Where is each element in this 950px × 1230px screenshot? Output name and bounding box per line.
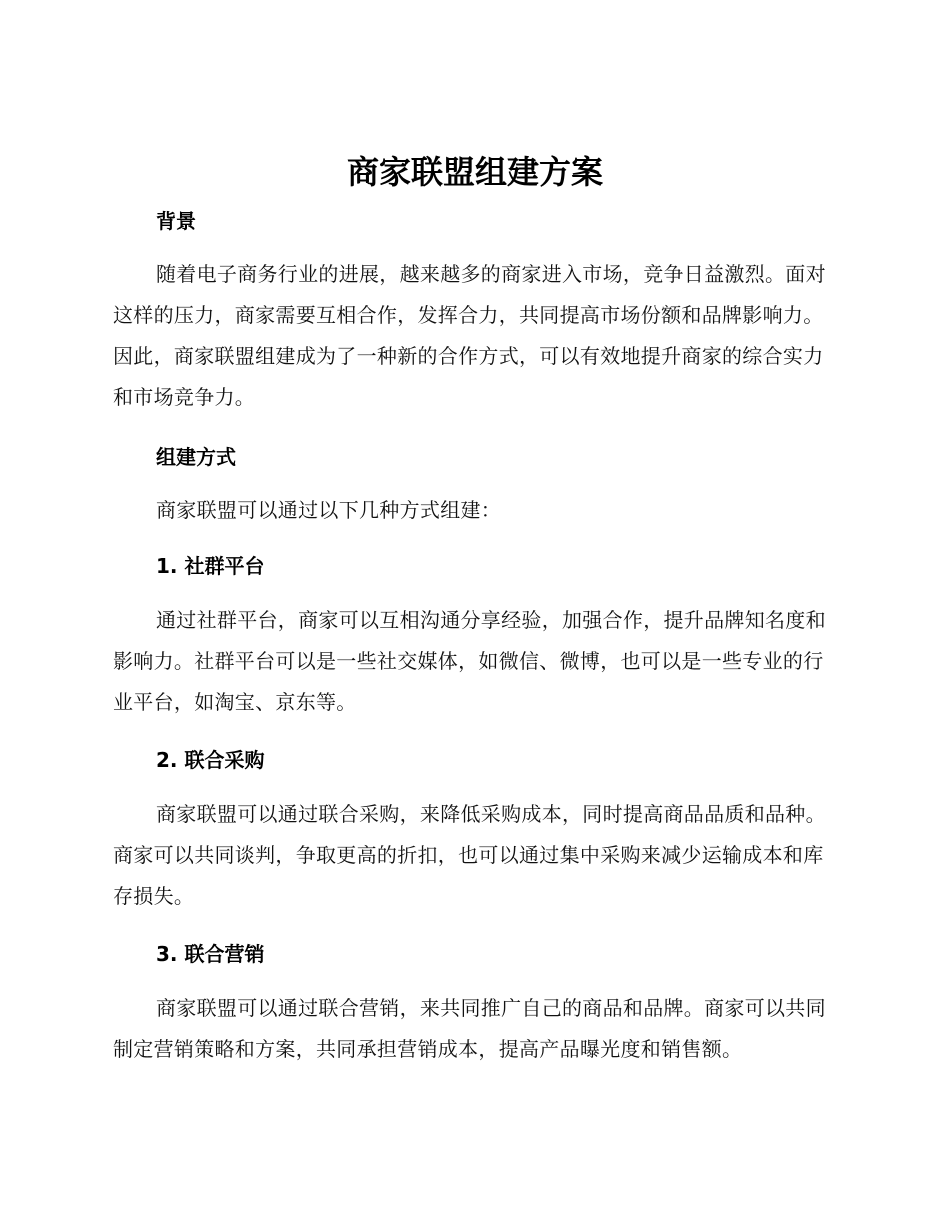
section-paragraph-joint-marketing: 商家联盟可以通过联合营销，来共同推广自己的商品和品牌。商家可以共同制定营销策略和方案，共同承担营销成本，提高产品曝光度和销售额。 xyxy=(113,996,826,1061)
section-paragraph-community-platform: 通过社群平台，商家可以互相沟通分享经验，加强合作，提升品牌知名度和影响力。社群平台可以是一些社交媒体，如微信、微博，也可以是一些专业的行业平台，如淘宝、京东等。 xyxy=(113,608,826,714)
section-heading-joint-marketing: 3. 联合营销 xyxy=(156,942,265,966)
section-heading-joint-purchasing: 2. 联合采购 xyxy=(156,748,265,772)
section-heading-methods: 组建方式 xyxy=(156,445,236,469)
section-paragraph-joint-purchasing: 商家联盟可以通过联合采购，来降低采购成本，同时提高商品品质和品种。商家可以共同谈判，争取更高的折扣，也可以通过集中采购来减少运输成本和库存损失。 xyxy=(113,802,826,908)
section-paragraph-background: 随着电子商务行业的进展，越来越多的商家进入市场，竞争日益激烈。面对这样的压力，商家需要互相合作，发挥合力，共同提高市场份额和品牌影响力。因此，商家联盟组建成为了一种新的合作方式，可以有效地提升商家的综合实力和市场竞争力。 xyxy=(113,262,826,409)
section-heading-community-platform: 1. 社群平台 xyxy=(156,554,265,578)
section-heading-background: 背景 xyxy=(156,209,196,233)
section-paragraph-methods: 商家联盟可以通过以下几种方式组建： xyxy=(156,498,502,522)
document-title: 商家联盟组建方案 xyxy=(346,153,603,191)
